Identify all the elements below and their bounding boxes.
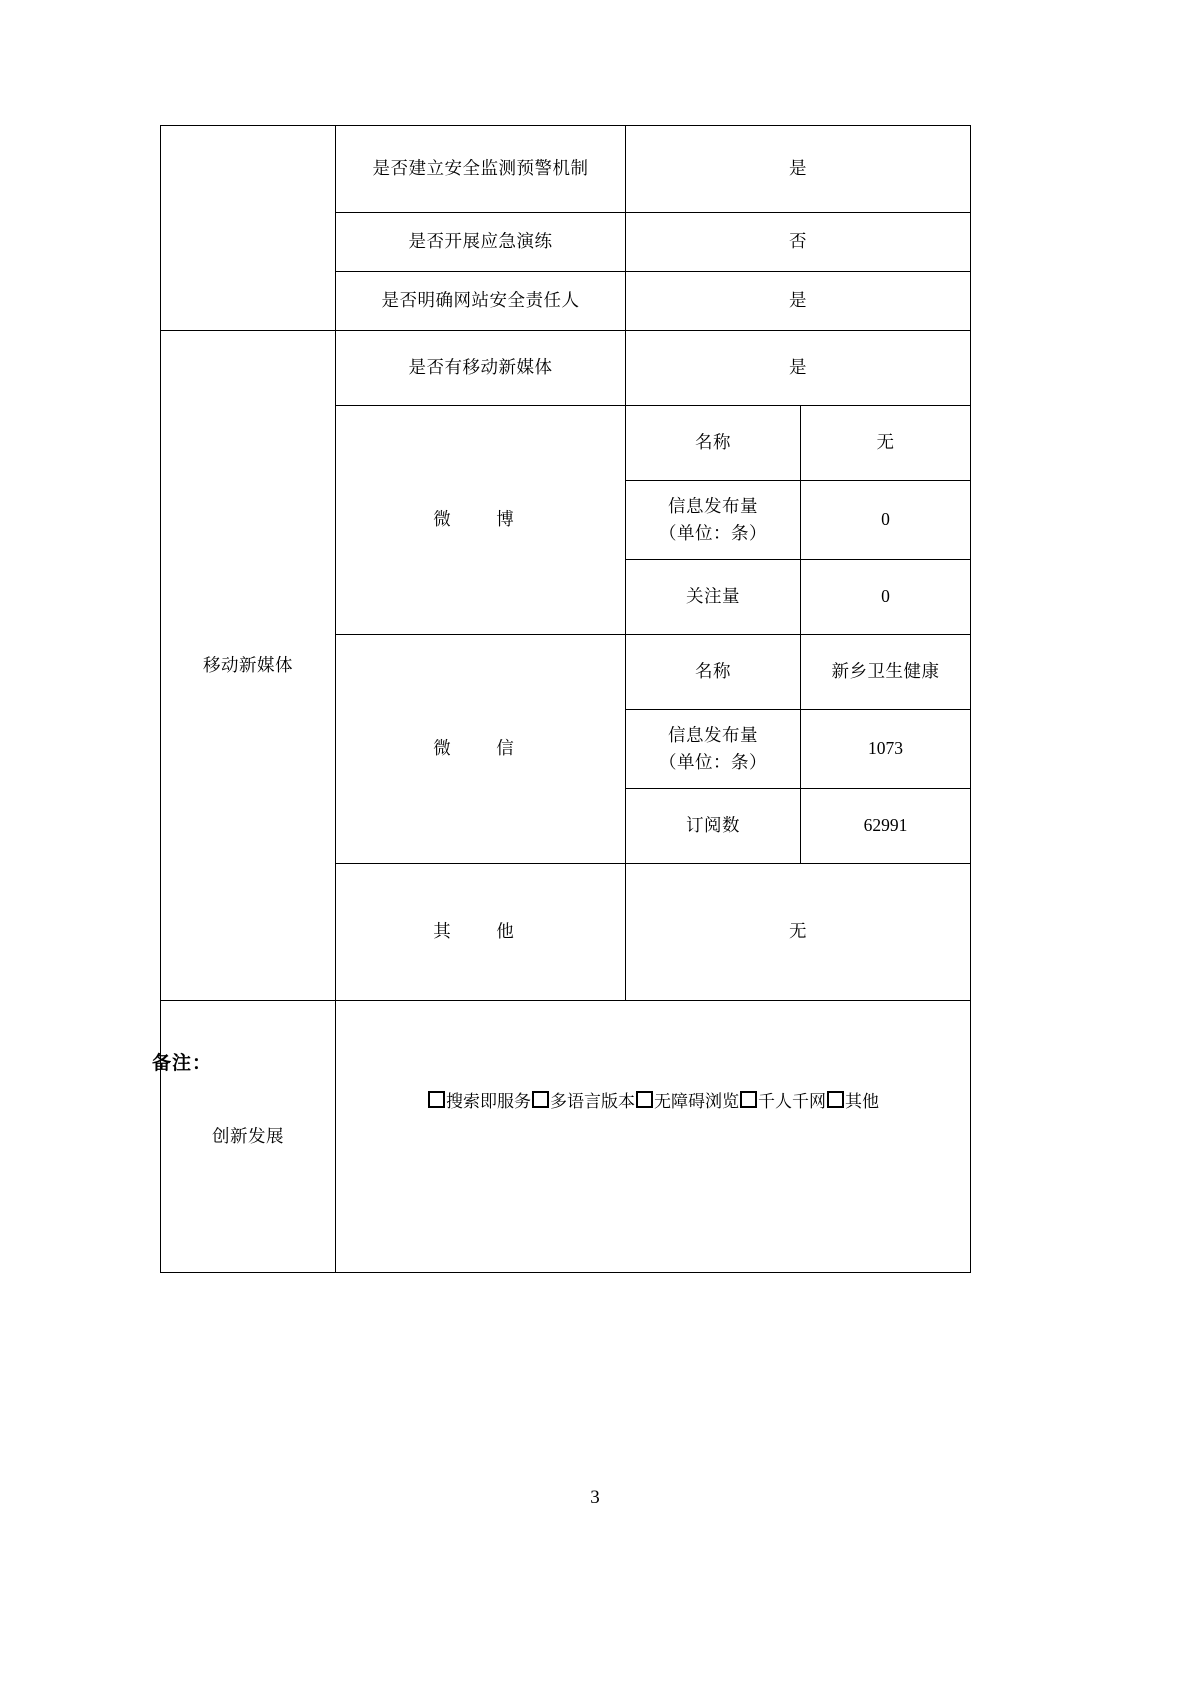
checkbox-accessibility[interactable]: [636, 1091, 653, 1108]
weibo-follow-value: 0: [801, 560, 971, 635]
security-row-value-1: 否: [626, 213, 971, 272]
weixin-publish-label: [626, 710, 801, 789]
checkbox-search-service[interactable]: [428, 1091, 445, 1108]
weixin-subscribe-label: 订阅数: [626, 789, 801, 864]
security-row-value-0: 是: [626, 126, 971, 213]
table-row: [161, 1001, 971, 1273]
has-media-value: 是: [626, 331, 971, 406]
innovation-option-label-4: 其他: [845, 1092, 879, 1112]
checkbox-multilingual[interactable]: [532, 1091, 549, 1108]
weixin-name-value: 新乡卫生健康: [801, 635, 971, 710]
weibo-publish-label-line2: （单位：条）: [659, 523, 767, 543]
weixin-publish-value: 1073: [801, 710, 971, 789]
security-row-label-0: 是否建立安全监测预警机制: [336, 126, 626, 213]
has-media-label: 是否有移动新媒体: [336, 331, 626, 406]
weibo-name-value: 无: [801, 406, 971, 481]
weixin-publish-label-line2: （单位：条）: [659, 752, 767, 772]
security-row-value-2: 是: [626, 272, 971, 331]
page-number: 3: [590, 1487, 600, 1508]
checkbox-personalized-web[interactable]: [740, 1091, 757, 1108]
other-media-value: 无: [626, 864, 971, 1001]
report-table: [160, 125, 971, 1273]
innovation-option-label-0: 搜索即服务: [446, 1092, 531, 1112]
weibo-publish-value: 0: [801, 481, 971, 560]
security-section-label: [161, 126, 336, 331]
security-row-label-2: 是否明确网站安全责任人: [336, 272, 626, 331]
weibo-publish-label-line1: 信息发布量: [668, 495, 758, 516]
weixin-name-label: 名称: [626, 635, 801, 710]
media-section-label: 移动新媒体: [161, 331, 336, 1001]
weibo-follow-label: 关注量: [626, 560, 801, 635]
innovation-option-label-1: 多语言版本: [550, 1092, 635, 1112]
innovation-options-line: [340, 1089, 966, 1115]
table-row: [161, 126, 971, 213]
weibo-label: 微 博: [336, 406, 626, 635]
table-row: [161, 331, 971, 406]
checkbox-other[interactable]: [827, 1091, 844, 1108]
innovation-option-label-3: 千人千网: [758, 1092, 826, 1112]
weibo-publish-label: [626, 481, 801, 560]
weibo-name-label: 名称: [626, 406, 801, 481]
weixin-publish-label-line1: 信息发布量: [668, 724, 758, 745]
innovation-options: [336, 1001, 971, 1273]
other-media-label: 其 他: [336, 864, 626, 1001]
remark-label: 备注：: [152, 1052, 213, 1074]
weixin-subscribe-value: 62991: [801, 789, 971, 864]
security-row-label-1: 是否开展应急演练: [336, 213, 626, 272]
weixin-label: 微 信: [336, 635, 626, 864]
innovation-option-label-2: 无障碍浏览: [654, 1092, 739, 1112]
innovation-section-label: 创新发展: [161, 1001, 336, 1273]
